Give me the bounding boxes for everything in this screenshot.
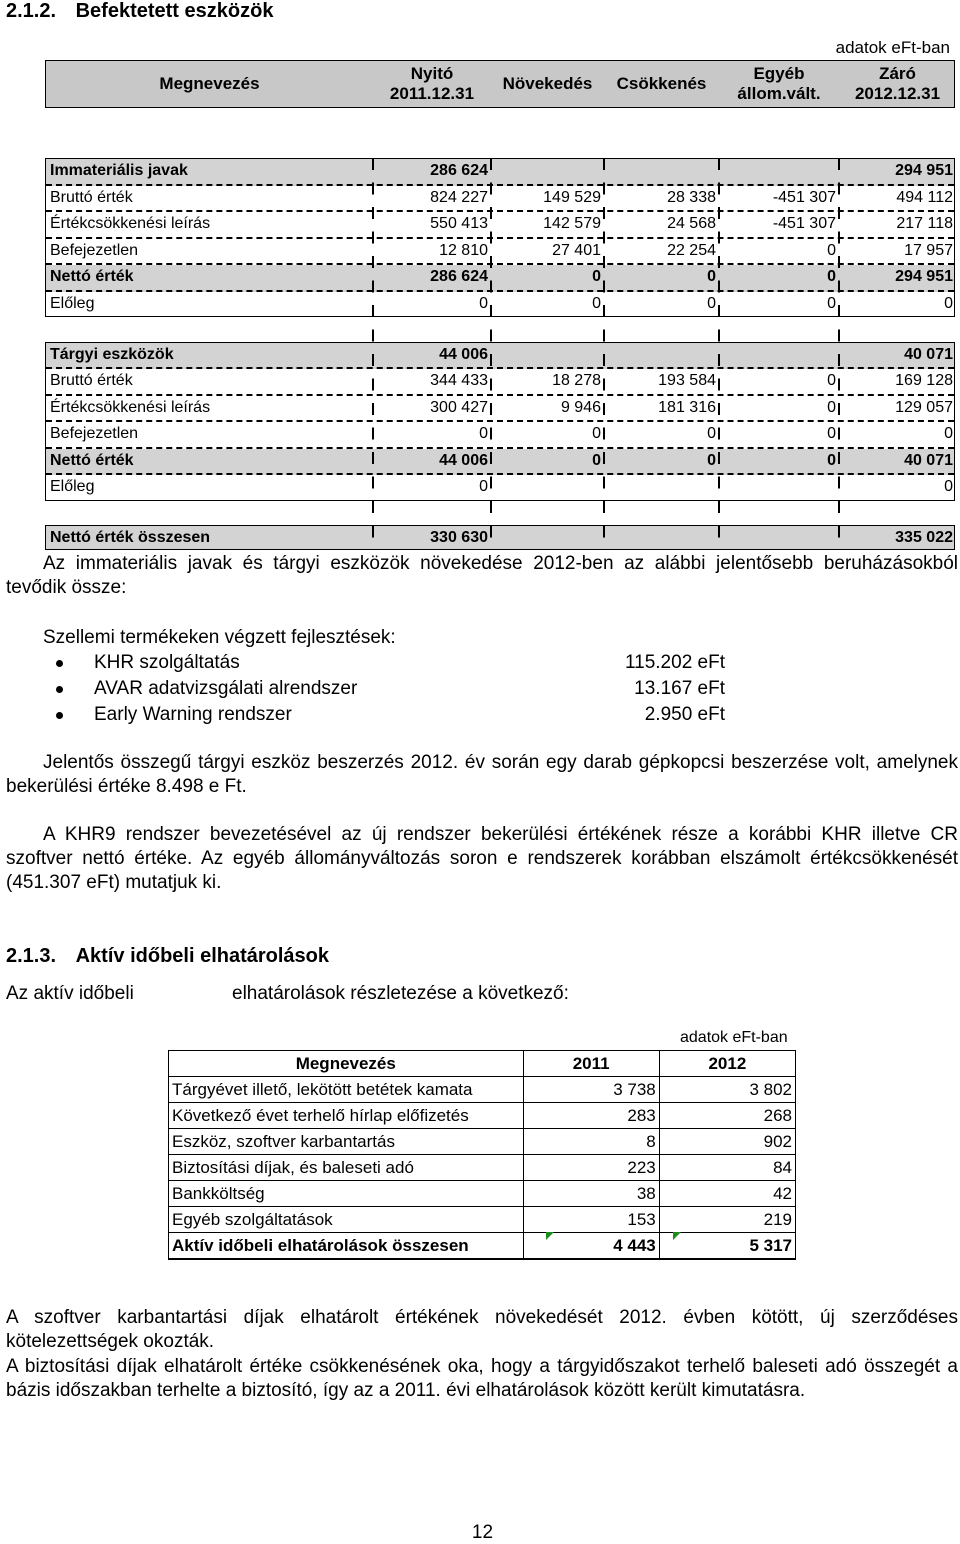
table-header-row: Megnevezés 2011 2012 bbox=[169, 1051, 796, 1077]
table-row-total: Nettó érték összesen 330 630 335 022 bbox=[45, 525, 955, 550]
table-row: Értékcsökkenési leírás 300 427 9 946 181 316 0 129 057 bbox=[46, 396, 954, 423]
table-row: Immateriális javak 286 624 294 951 bbox=[46, 159, 954, 186]
cell-marker-icon bbox=[673, 1232, 681, 1240]
paragraph-tangible: Jelentős összegű tárgyi eszköz beszerzés 2012. év során egy darab gépkopcsi beszerzése volt, amelynek bekerülési értéke 8.498 e Ft. bbox=[6, 752, 958, 797]
paragraph-insurance: A biztosítási díjak elhatárolt értéke csökkenésének oka, hogy a tárgyidőszakot terhelő baleseti adó összegét a bázis időszakban terhelte a biztosító, így az a 2011. évi elhatárolások között került kimutatásra. bbox=[6, 1356, 958, 1401]
table-row: Eszköz, szoftver karbantartás 8 902 bbox=[169, 1129, 796, 1155]
table-row: Bankköltség 38 42 bbox=[169, 1181, 796, 1207]
header-opening: Nyitó 2011.12.31 bbox=[389, 64, 475, 103]
table-row: Nettó érték 286 624 0 0 0 294 951 bbox=[46, 265, 954, 292]
column-separator bbox=[838, 158, 840, 550]
section-title: Aktív időbeli elhatárolások bbox=[75, 945, 330, 967]
column-separator bbox=[718, 158, 720, 550]
column-separator bbox=[372, 158, 374, 550]
table-row: Következő évet terhelő hírlap előfizetés 283 268 bbox=[169, 1103, 796, 1129]
tangible-group bbox=[45, 342, 955, 501]
bullet-item: Early Warning rendszer bbox=[94, 703, 292, 727]
table-row-total: Aktív időbeli elhatárolások összesen 4 443 5 317 bbox=[169, 1233, 796, 1260]
table-row: Előleg 0 0 0 0 0 bbox=[46, 292, 954, 318]
header-decrease: Csökkenés bbox=[616, 74, 707, 93]
column-separator bbox=[603, 158, 605, 550]
paragraph-software: A szoftver karbantartási díjak elhatárolt értékének növekedését 2012. évben kötött, új szerződéses kötelezettségek okozták. bbox=[6, 1307, 958, 1352]
bullet-value: 13.167 eFt bbox=[634, 678, 725, 699]
cell-marker-icon bbox=[546, 1232, 554, 1240]
paragraph-intellectual: Szellemi termékeken végzett fejlesztések: bbox=[43, 627, 396, 648]
table-row: Bruttó érték 824 227 149 529 28 338 -451 307 494 112 bbox=[46, 186, 954, 213]
bullet-value: 2.950 eFt bbox=[644, 704, 725, 725]
header-name: Megnevezés bbox=[159, 74, 260, 93]
table-row: Befejezetlen 12 810 27 401 22 254 0 17 957 bbox=[46, 239, 954, 266]
bullet-item: AVAR adatvizsgálati alrendszer bbox=[94, 677, 357, 701]
table-row: Tárgyévet illető, lekötött betétek kamata 3 738 3 802 bbox=[169, 1077, 796, 1103]
spacer-row bbox=[45, 317, 955, 342]
bullet-item: KHR szolgáltatás bbox=[94, 651, 240, 675]
table-row: Tárgyi eszközök 44 006 40 071 bbox=[46, 343, 954, 370]
intangible-group bbox=[45, 158, 955, 317]
accruals-table bbox=[168, 1050, 796, 1260]
assets-table-header bbox=[45, 60, 955, 108]
paragraph-investments: Az immateriális javak és tárgyi eszközök növekedése 2012-ben az alábbi jelentősebb beruházásokból tevődik össze: bbox=[6, 553, 958, 598]
section-heading bbox=[6, 945, 329, 968]
table-row: Befejezetlen 0 0 0 0 0 bbox=[46, 422, 954, 449]
unit-note: adatok eFt-ban bbox=[835, 38, 950, 57]
page-number: 12 bbox=[471, 1522, 494, 1543]
table-row: Bruttó érték 344 433 18 278 193 584 0 169 128 bbox=[46, 369, 954, 396]
paragraph-khr9: A KHR9 rendszer bevezetésével az új rendszer bekerülési értékének része a korábbi KHR illetve CR szoftver nettó értéke. Az egyéb állományváltozás soron e rendszerek korábban elszámolt értékcsökkenését (451.307 eFt) mutatjuk ki. bbox=[6, 824, 958, 893]
intro-right: elhatárolások részletezése a következő: bbox=[232, 983, 569, 1004]
column-separator bbox=[490, 158, 492, 550]
bullet-value: 115.202 eFt bbox=[624, 652, 725, 673]
section-title: Befektetett eszközök bbox=[75, 0, 274, 22]
unit-note: adatok eFt-ban bbox=[680, 1029, 788, 1046]
table-row: Nettó érték 44 006 0 0 0 40 071 bbox=[46, 449, 954, 476]
section-number: 2.1.2. bbox=[6, 0, 57, 22]
table-row: Értékcsökkenési leírás 550 413 142 579 24 568 -451 307 217 118 bbox=[46, 212, 954, 239]
section-heading bbox=[6, 0, 273, 23]
assets-table bbox=[45, 158, 955, 550]
table-row: Egyéb szolgáltatások 153 219 bbox=[169, 1207, 796, 1233]
section-number: 2.1.3. bbox=[6, 945, 57, 967]
header-closing: Záró 2012.12.31 bbox=[854, 64, 941, 103]
table-row: Biztosítási díjak, és baleseti adó 223 84 bbox=[169, 1155, 796, 1181]
header-other-change: Egyéb állom.vált. bbox=[737, 64, 821, 103]
table-row: Előleg 0 0 bbox=[46, 475, 954, 501]
intro-left: Az aktív időbeli bbox=[6, 983, 134, 1004]
header-increase: Növekedés bbox=[502, 74, 593, 93]
spacer-row bbox=[45, 501, 955, 526]
